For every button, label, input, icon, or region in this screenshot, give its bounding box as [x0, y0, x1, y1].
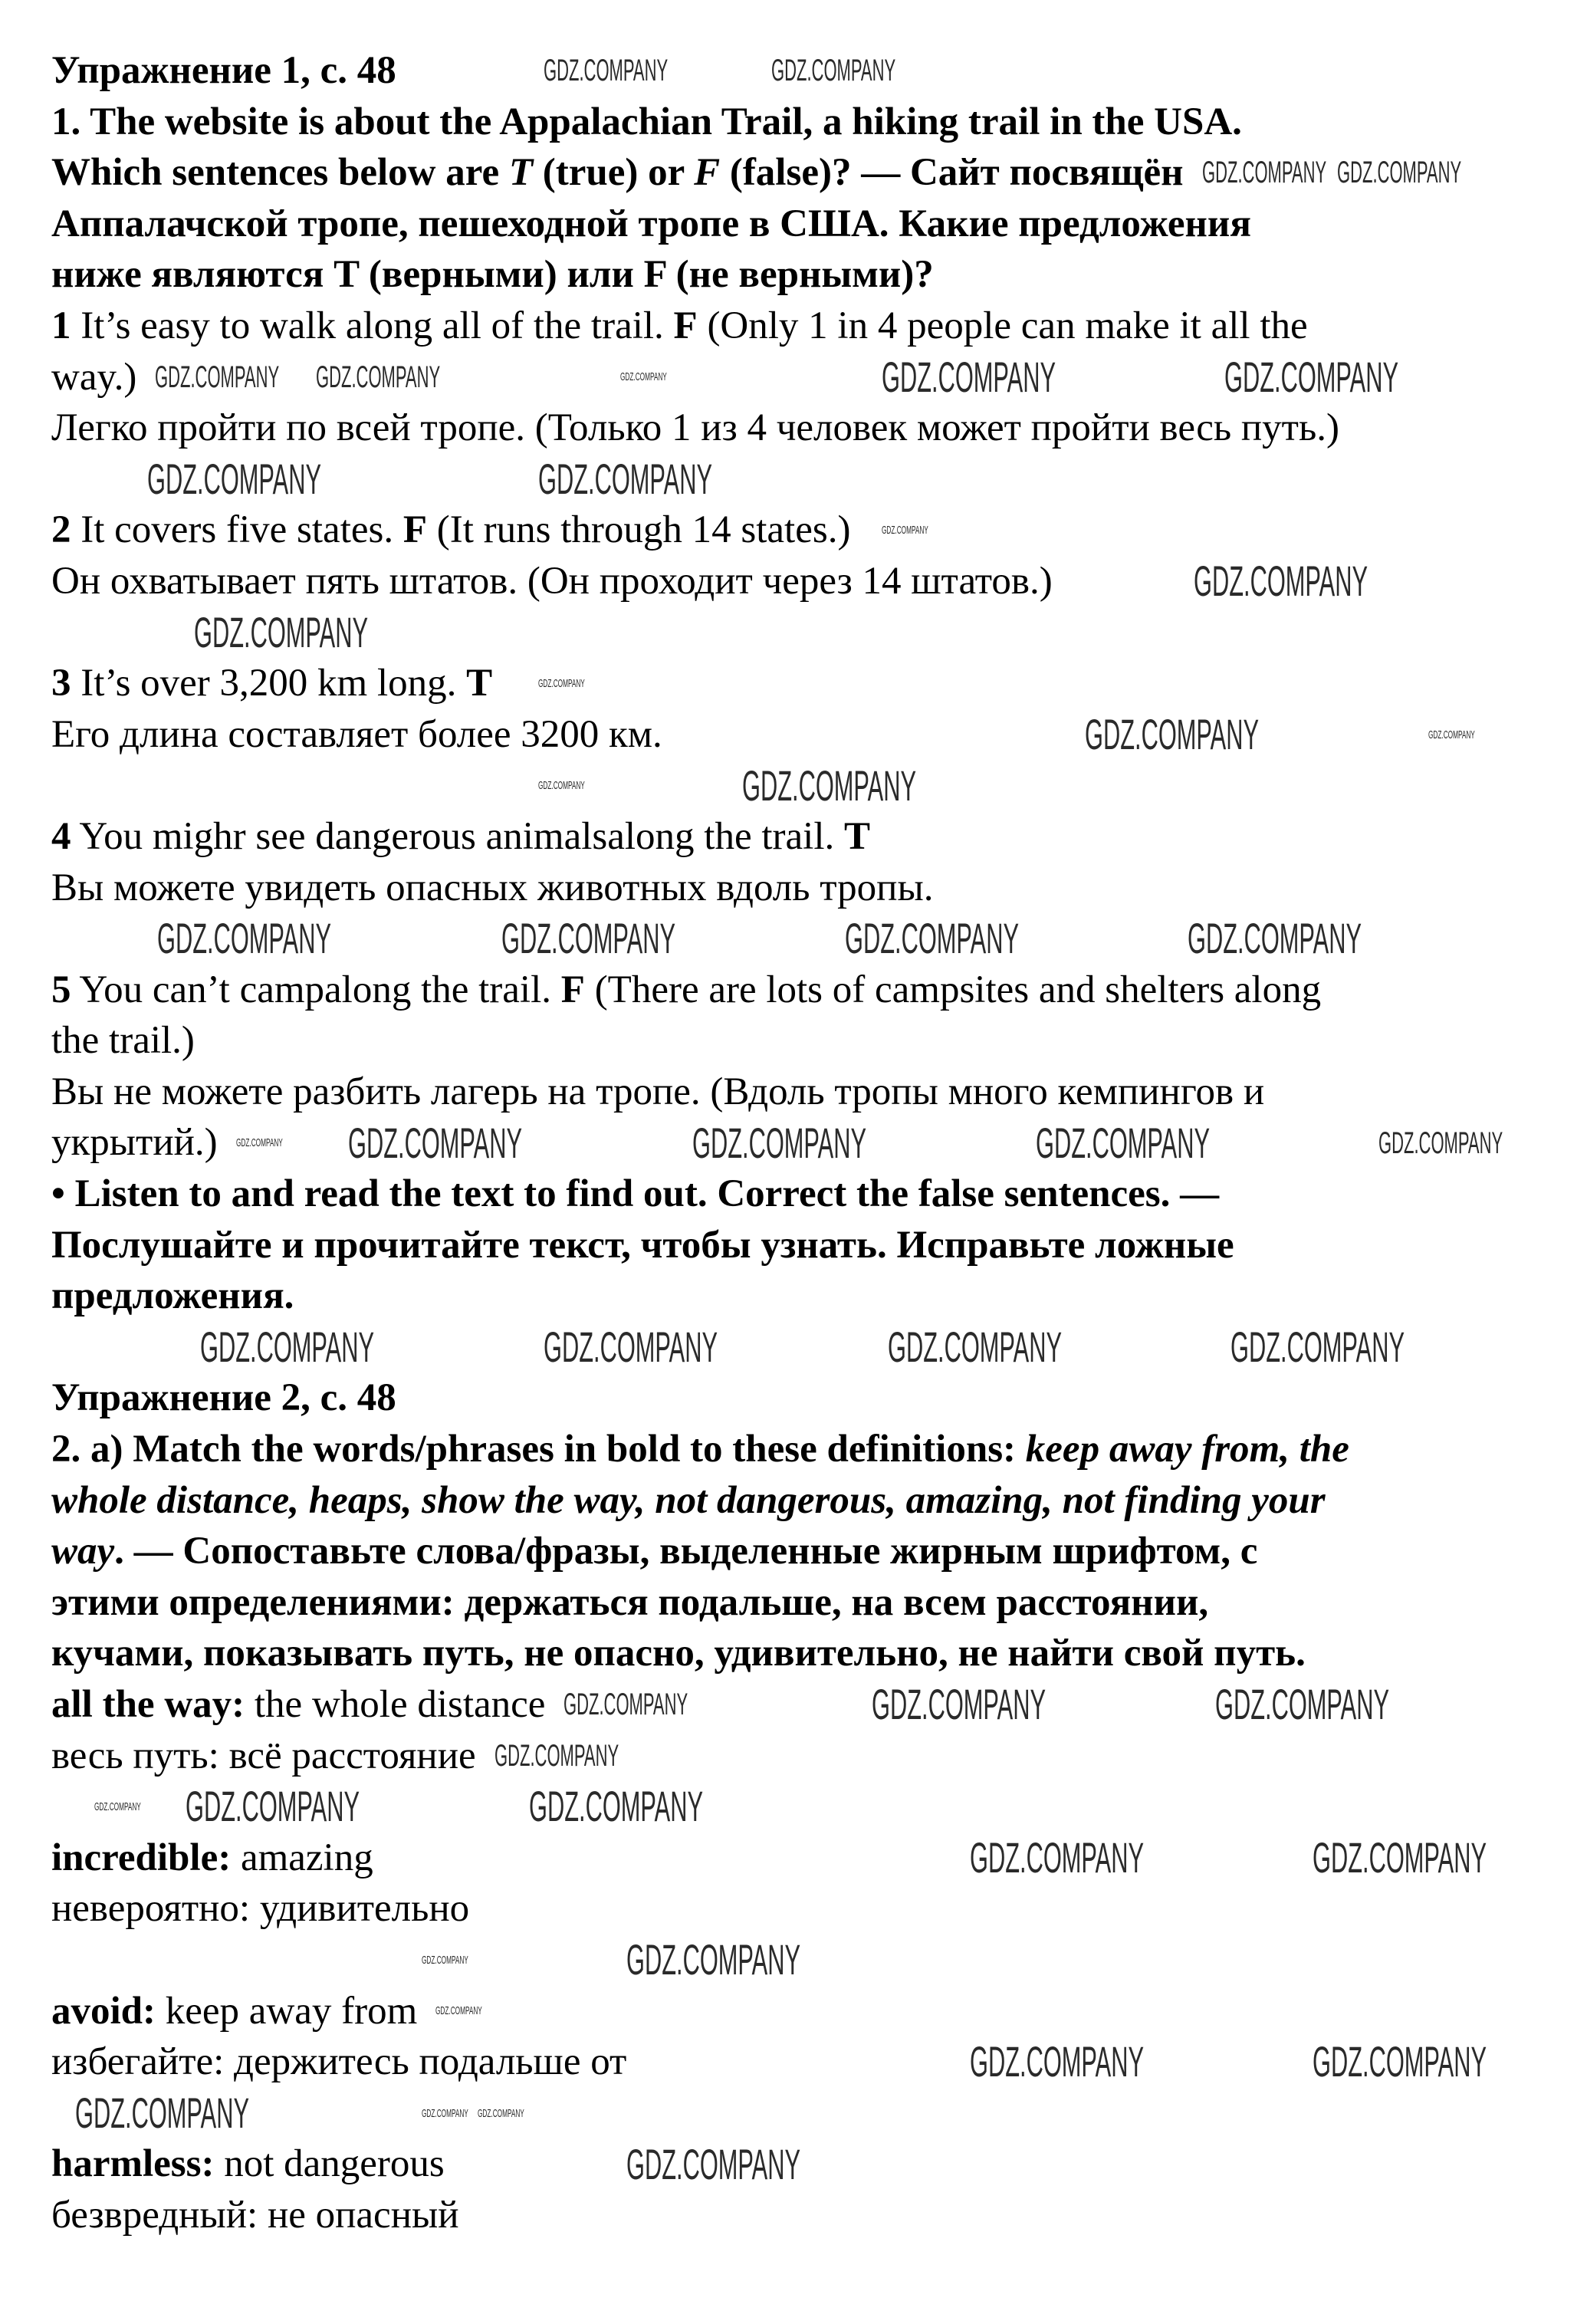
text-segment: невероятно: удивительно [51, 1887, 470, 1931]
text-segment: the whole distance [245, 1683, 546, 1726]
watermark: GDZ.COMPANY [882, 352, 1056, 401]
text-segment: amazing [231, 1836, 373, 1879]
watermark: GDZ.COMPANY [626, 1935, 800, 1984]
watermark: GDZ.COMPANY [477, 2106, 524, 2120]
text-segment: F [673, 304, 698, 347]
watermark: GDZ.COMPANY [529, 1782, 704, 1831]
watermark: GDZ.COMPANY [235, 1136, 283, 1150]
watermark: GDZ.COMPANY [194, 607, 369, 656]
watermark: GDZ.COMPANY [882, 524, 928, 537]
text-segment: Вы не можете разбить лагерь на тропе. (Вдоль тропы много кемпингов и [51, 1070, 1265, 1113]
watermark: GDZ.COMPANY [537, 676, 585, 690]
text-segment: • Listen to and read the text to find out. Correct the false sentences. — [51, 1172, 1220, 1216]
watermark: GDZ.COMPANY [1193, 557, 1368, 606]
text-segment: безвредный: не опасный [51, 2193, 459, 2237]
text-segment: F [694, 151, 721, 195]
text-line [51, 1526, 1349, 1577]
text-segment: весь путь: всё расстояние [51, 1734, 476, 1777]
watermark: GDZ.COMPANY [537, 455, 712, 504]
text-segment: incredible: [51, 1836, 232, 1879]
text-segment: Он охватывает пять штатов. (Он проходит через 14 штатов.) [51, 559, 1053, 603]
text-line [51, 1220, 1349, 1271]
text-segment: harmless: [51, 2142, 215, 2186]
watermark: GDZ.COMPANY [74, 2089, 249, 2138]
watermark: GDZ.COMPANY [1428, 728, 1476, 741]
text-segment: You can’t campalong the trail. [71, 968, 561, 1011]
text-segment: Вы можете увидеть опасных животных вдоль тропы. [51, 866, 934, 909]
text-segment: (It runs through 14 states.) [427, 508, 851, 552]
watermark: GDZ.COMPANY [501, 914, 675, 963]
watermark: GDZ.COMPANY [564, 1688, 688, 1722]
text-line [51, 1833, 1349, 1884]
watermark: GDZ.COMPANY [185, 1782, 360, 1831]
text-segment: way [51, 1530, 115, 1573]
text-segment: T [466, 662, 493, 705]
text-segment: . — Сопоставьте слова/фразы, выделенные жирным шрифтом, с [114, 1530, 1258, 1573]
watermark: GDZ.COMPANY [970, 2037, 1145, 2086]
text-segment: You mighr see dangerous animalsalong the trail. [71, 814, 844, 858]
watermark: GDZ.COMPANY [422, 1953, 468, 1967]
text-line [51, 505, 1349, 556]
watermark: GDZ.COMPANY [155, 360, 280, 394]
text-segment: 3 [51, 662, 71, 705]
text-line [51, 1270, 1349, 1322]
watermark: GDZ.COMPANY [146, 455, 321, 504]
watermark: GDZ.COMPANY [348, 1118, 523, 1167]
watermark: GDZ.COMPANY [1312, 1833, 1487, 1882]
text-segment: избегайте: держитесь подальше от [51, 2040, 627, 2084]
text-line [51, 1424, 1349, 1475]
text-segment: avoid: [51, 1989, 156, 2033]
text-line [51, 45, 1349, 97]
text-segment: 4 [51, 814, 71, 858]
text-segment: Which sentences below are [51, 151, 509, 195]
watermark: GDZ.COMPANY [1378, 1126, 1503, 1160]
text-segment: It covers five states. [71, 508, 403, 552]
text-line [51, 1577, 1349, 1629]
text-segment: 2. a) Match the words/phrases in bold to these definitions: [51, 1428, 1026, 1471]
watermark: GDZ.COMPANY [619, 370, 667, 384]
text-segment: 2 [51, 508, 71, 552]
text-segment: It’s over 3,200 km long. [71, 662, 467, 705]
text-line [51, 403, 1349, 454]
text-segment: whole distance, heaps, show the way, not dangerous, amazing, not finding your [51, 1478, 1326, 1522]
text-line [51, 1986, 1349, 2037]
text-line [51, 249, 1349, 301]
watermark: GDZ.COMPANY [970, 1833, 1145, 1882]
text-segment: F [560, 968, 585, 1011]
text-segment: 1 [51, 304, 71, 347]
text-segment: F [402, 508, 428, 552]
text-segment: the trail.) [51, 1019, 195, 1063]
watermark: GDZ.COMPANY [1036, 1118, 1211, 1167]
text-line [51, 147, 1349, 199]
watermark: GDZ.COMPANY [887, 1323, 1062, 1372]
watermark: GDZ.COMPANY [1215, 1680, 1390, 1729]
watermark: GDZ.COMPANY [626, 2139, 800, 2188]
text-line [51, 1628, 1349, 1679]
watermark: GDZ.COMPANY [1201, 156, 1326, 190]
watermark: GDZ.COMPANY [157, 914, 332, 963]
text-segment: (Only 1 in 4 people can make it all the [697, 304, 1308, 347]
text-line [51, 1475, 1349, 1527]
text-line [51, 97, 1349, 148]
text-segment: keep away from [156, 1989, 418, 2033]
watermark: GDZ.COMPANY [94, 1800, 141, 1813]
watermark: GDZ.COMPANY [742, 761, 917, 810]
text-line [51, 2190, 1349, 2241]
watermark: GDZ.COMPANY [544, 54, 669, 88]
text-segment: ниже являются T (верными) или F (не верными)? [51, 253, 934, 297]
watermark: GDZ.COMPANY [1312, 2037, 1487, 2086]
text-segment: этими определениями: держаться подальше, на всем расстоянии, [51, 1580, 1209, 1624]
text-segment: укрытий.) [51, 1121, 218, 1165]
watermark: GDZ.COMPANY [1187, 914, 1362, 963]
watermark: GDZ.COMPANY [537, 779, 585, 793]
text-line [51, 1731, 1349, 1782]
text-segment: keep away from, the [1025, 1428, 1349, 1471]
text-segment: 1. The website is about the Appalachian Trail, a hiking trail in the USA. [51, 100, 1242, 143]
watermark: GDZ.COMPANY [494, 1738, 619, 1773]
text-line [51, 811, 1349, 863]
text-line [51, 199, 1349, 250]
text-segment: not dangerous [214, 2142, 445, 2186]
watermark: GDZ.COMPANY [1084, 710, 1259, 759]
text-segment: Послушайте и прочитайте текст, чтобы узнать. Исправьте ложные [51, 1223, 1234, 1267]
text-line [51, 1015, 1349, 1067]
text-line [51, 1372, 1349, 1424]
text-segment: It’s easy to walk along all of the trail. [71, 304, 674, 347]
watermark: GDZ.COMPANY [1337, 156, 1462, 190]
watermark: GDZ.COMPANY [435, 2004, 483, 2018]
text-segment: T [508, 151, 533, 195]
watermark: GDZ.COMPANY [771, 54, 896, 88]
watermark: GDZ.COMPANY [845, 914, 1020, 963]
text-line [51, 1169, 1349, 1220]
watermark: GDZ.COMPANY [422, 2106, 468, 2120]
text-line [51, 2036, 1349, 2088]
text-line [51, 301, 1349, 352]
watermark: GDZ.COMPANY [1230, 1323, 1405, 1372]
text-segment: 5 [51, 968, 71, 1011]
text-segment: (false)? — Сайт посвящён [720, 151, 1184, 195]
text-segment: T [844, 814, 871, 858]
text-line [51, 1679, 1349, 1731]
text-segment: Аппалачской тропе, пешеходной тропе в США. Какие предложения [51, 202, 1251, 245]
text-line [51, 556, 1349, 607]
watermark: GDZ.COMPANY [544, 1323, 718, 1372]
text-segment: Упражнение 1, с. 48 [51, 49, 396, 92]
text-segment: (There are lots of campsites and shelters along [584, 968, 1322, 1011]
watermark: GDZ.COMPANY [692, 1118, 866, 1167]
text-segment: Его длина составляет более 3200 км. [51, 712, 662, 756]
text-line [51, 1883, 1349, 1934]
text-line [51, 658, 1349, 709]
text-segment: way.) [51, 355, 137, 399]
watermark: GDZ.COMPANY [871, 1680, 1046, 1729]
text-line [51, 965, 1349, 1016]
watermark: GDZ.COMPANY [316, 360, 441, 394]
text-segment: all the way: [51, 1683, 245, 1726]
text-segment: (true) or [533, 151, 695, 195]
text-segment: Легко пройти по всей тропе. (Только 1 из 4 человек может пройти весь путь.) [51, 406, 1339, 450]
text-segment: кучами, показывать путь, не опасно, удивительно, не найти свой путь. [51, 1632, 1306, 1675]
text-segment: Упражнение 2, с. 48 [51, 1376, 396, 1420]
watermark: GDZ.COMPANY [1224, 352, 1398, 401]
text-line [51, 1067, 1349, 1118]
watermark: GDZ.COMPANY [199, 1323, 374, 1372]
blank-line [51, 760, 1349, 811]
text-segment: предложения. [51, 1274, 294, 1318]
text-line [51, 863, 1349, 914]
